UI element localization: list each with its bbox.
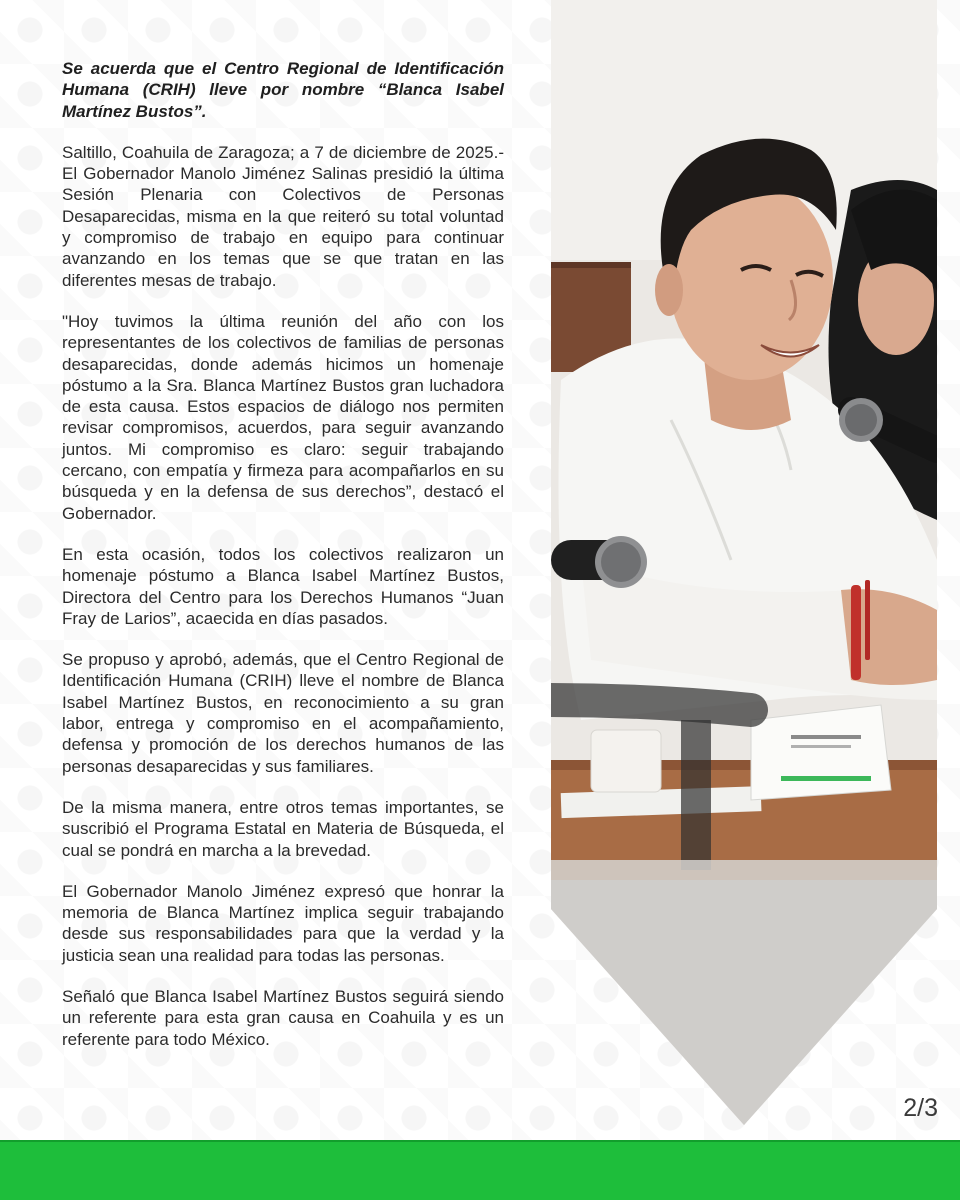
article-paragraph: Se propuso y aprobó, además, que el Centro Regional de Identificación Humana (CRIH) lleve el nombre de Blanca Isabel Martínez Bustos, en reconocimiento a su gran labor, entrega y compromiso en el acompañamiento, defensa y promoción de los derechos humanos de las personas desaparecidas y sus familiares.: [62, 650, 504, 776]
article-paragraph: Saltillo, Coahuila de Zaragoza; a 7 de diciembre de 2025.- El Gobernador Manolo Jiménez Salinas presidió la última Sesión Plenaria con Colectivos de Personas Desaparecidas, misma en la que reiteró su total voluntad y compromiso de trabajo en equipo para continuar avanzando en los temas que se que tratan en las diferentes mesas de trabajo.: [62, 142, 504, 290]
article-paragraph: El Gobernador Manolo Jiménez expresó que honrar la memoria de Blanca Martínez implica seguir trabajando desde sus responsabilidades para que la verdad y la justicia sean una realidad para todas las personas.: [62, 881, 504, 965]
article-headline: Se acuerda que el Centro Regional de Identificación Humana (CRIH) lleve por nombre “Blanca Isabel Martínez Bustos”.: [62, 59, 504, 121]
article-paragraph: De la misma manera, entre otros temas importantes, se suscribió el Programa Estatal en Materia de Búsqueda, el cual se pondrá en marcha a la brevedad.: [62, 797, 504, 860]
article-paragraph: "Hoy tuvimos la última reunión del año con los representantes de los colectivos de familias de personas desaparecidas, donde además hicimos un homenaje póstumo a la Sra. Blanca Martínez Bustos gran luchadora de esta causa. Estos espacios de diálogo nos permiten revisar compromisos, acuerdos, para seguir avanzando juntos. Mi compromiso es claro: seguir trabajando cercano, con empatía y firmeza para acompañarlos en su búsqueda y en la defensa de sus derechos”, destacó el Gobernador.: [62, 311, 504, 523]
brand-footer-bar: [0, 1142, 960, 1200]
article-body: [62, 58, 504, 1070]
article-paragraph: Señaló que Blanca Isabel Martínez Bustos seguirá siendo un referente para esta gran causa en Coahuila y es un referente para todo México.: [62, 986, 504, 1049]
governor-photo: [551, 0, 937, 1125]
page-indicator: 2/3: [903, 1094, 938, 1122]
article-paragraph: En esta ocasión, todos los colectivos realizaron un homenaje póstumo a Blanca Isabel Martínez Bustos, Directora del Centro para los Derechos Humanos “Juan Fray de Larios”, acaecida en días pasados.: [62, 544, 504, 628]
